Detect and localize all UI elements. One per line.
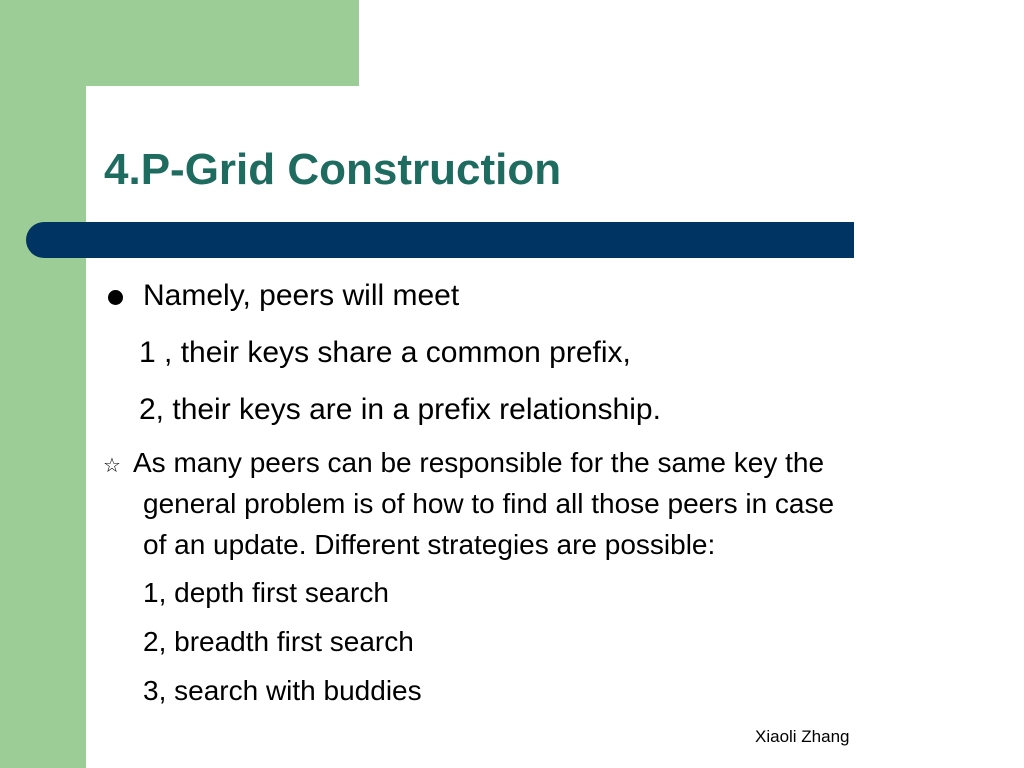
strategy-buddies: 3, search with buddies — [143, 675, 422, 706]
slide-title: 4.P-Grid Construction — [104, 145, 562, 194]
title-underline-bar — [26, 222, 854, 258]
strategy-breadth-first: 2, breadth first search — [143, 626, 414, 657]
left-green-band — [0, 0, 86, 768]
bullet-namely-text: Namely, peers will meet — [143, 279, 460, 312]
strategy-paragraph-line-2: general problem is of how to find all those peers in case — [143, 488, 835, 519]
strategy-depth-first: 1, depth first search — [143, 577, 389, 608]
strategy-paragraph-line-3: of an update. Different strategies are possible: — [143, 529, 716, 560]
prefix-condition-1: 1 , their keys share a common prefix, — [139, 336, 631, 369]
footer-author: Xiaoli Zhang — [755, 727, 850, 746]
top-green-band — [86, 0, 359, 86]
star-outline-icon: ☆ — [103, 453, 121, 477]
prefix-condition-2: 2, their keys are in a prefix relationship. — [139, 393, 661, 426]
strategy-paragraph-line-1: As many peers can be responsible for the same key the — [133, 447, 825, 478]
bullet-dot-icon — [108, 290, 123, 305]
